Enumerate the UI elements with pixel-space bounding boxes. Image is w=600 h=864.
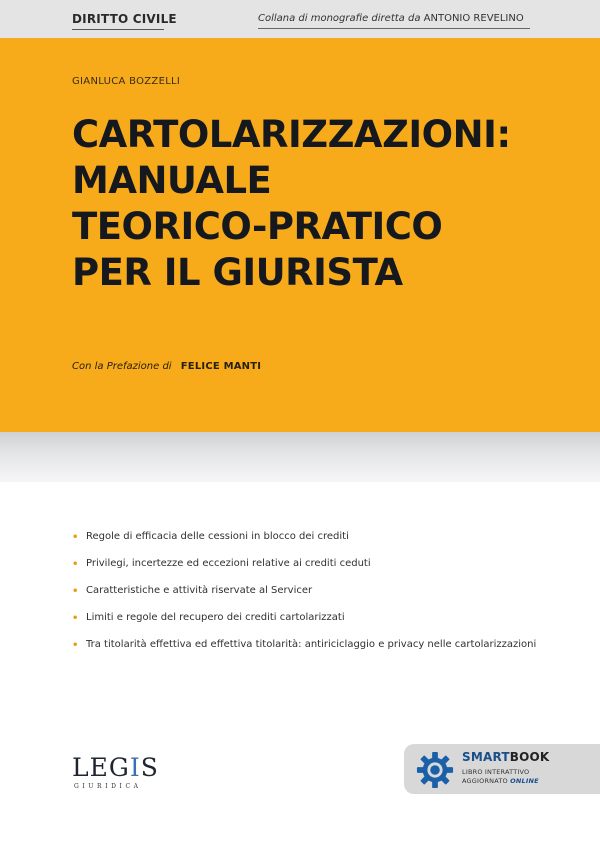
header-bar <box>0 0 600 38</box>
list-item: • Caratteristiche e attività riservate al Servicer <box>72 585 313 597</box>
bullet-icon: • <box>72 640 79 651</box>
smartbook-badge <box>404 744 600 794</box>
list-item: • Limiti e regole del recupero dei crediti cartolarizzati <box>72 612 345 624</box>
publisher-name: LEGIS <box>72 753 159 782</box>
publisher-sub: GIURIDICA <box>74 783 142 790</box>
book-title <box>72 112 572 296</box>
gray-band <box>0 432 600 482</box>
collana-director: ANTONIO REVELINO <box>423 13 524 24</box>
title-line: MANUALE <box>72 159 272 202</box>
bullet-icon: • <box>72 586 79 597</box>
list-item: • Regole di efficacia delle cessioni in blocco dei crediti <box>72 531 349 543</box>
feature-list <box>72 530 542 665</box>
preface-name: FELICE MANTI <box>180 361 262 372</box>
preface-credit <box>72 361 261 372</box>
bullet-icon: • <box>72 613 79 624</box>
smartbook-line1: LIBRO INTERATTIVO <box>462 768 530 776</box>
bullet-icon: • <box>72 559 79 570</box>
smartbook-title: SMARTBOOK <box>462 750 550 764</box>
smartbook-line2: AGGIORNATO ONLINE <box>462 777 539 785</box>
header-rule <box>258 28 530 29</box>
list-item: • Privilegi, incertezze ed eccezioni relative ai crediti ceduti <box>72 558 371 570</box>
preface-label: Con la Prefazione di <box>72 361 172 372</box>
title-line: TEORICO-PRATICO <box>72 205 443 248</box>
series-label: DIRITTO CIVILE <box>72 12 177 26</box>
collana-prefix: Collana di monografie diretta da <box>258 13 421 24</box>
collana-text <box>258 13 524 24</box>
title-line: PER IL GIURISTA <box>72 251 403 294</box>
bullet-icon: • <box>72 532 79 543</box>
list-item: • Tra titolarità effettiva ed effettiva titolarità: antiriciclaggio e privacy nelle cartolarizzazioni <box>72 639 537 651</box>
author-name: GIANLUCA BOZZELLI <box>72 76 181 87</box>
publisher-logo <box>72 754 159 790</box>
gear-icon <box>416 751 454 789</box>
title-line: CARTOLARIZZAZIONI: <box>72 113 511 156</box>
